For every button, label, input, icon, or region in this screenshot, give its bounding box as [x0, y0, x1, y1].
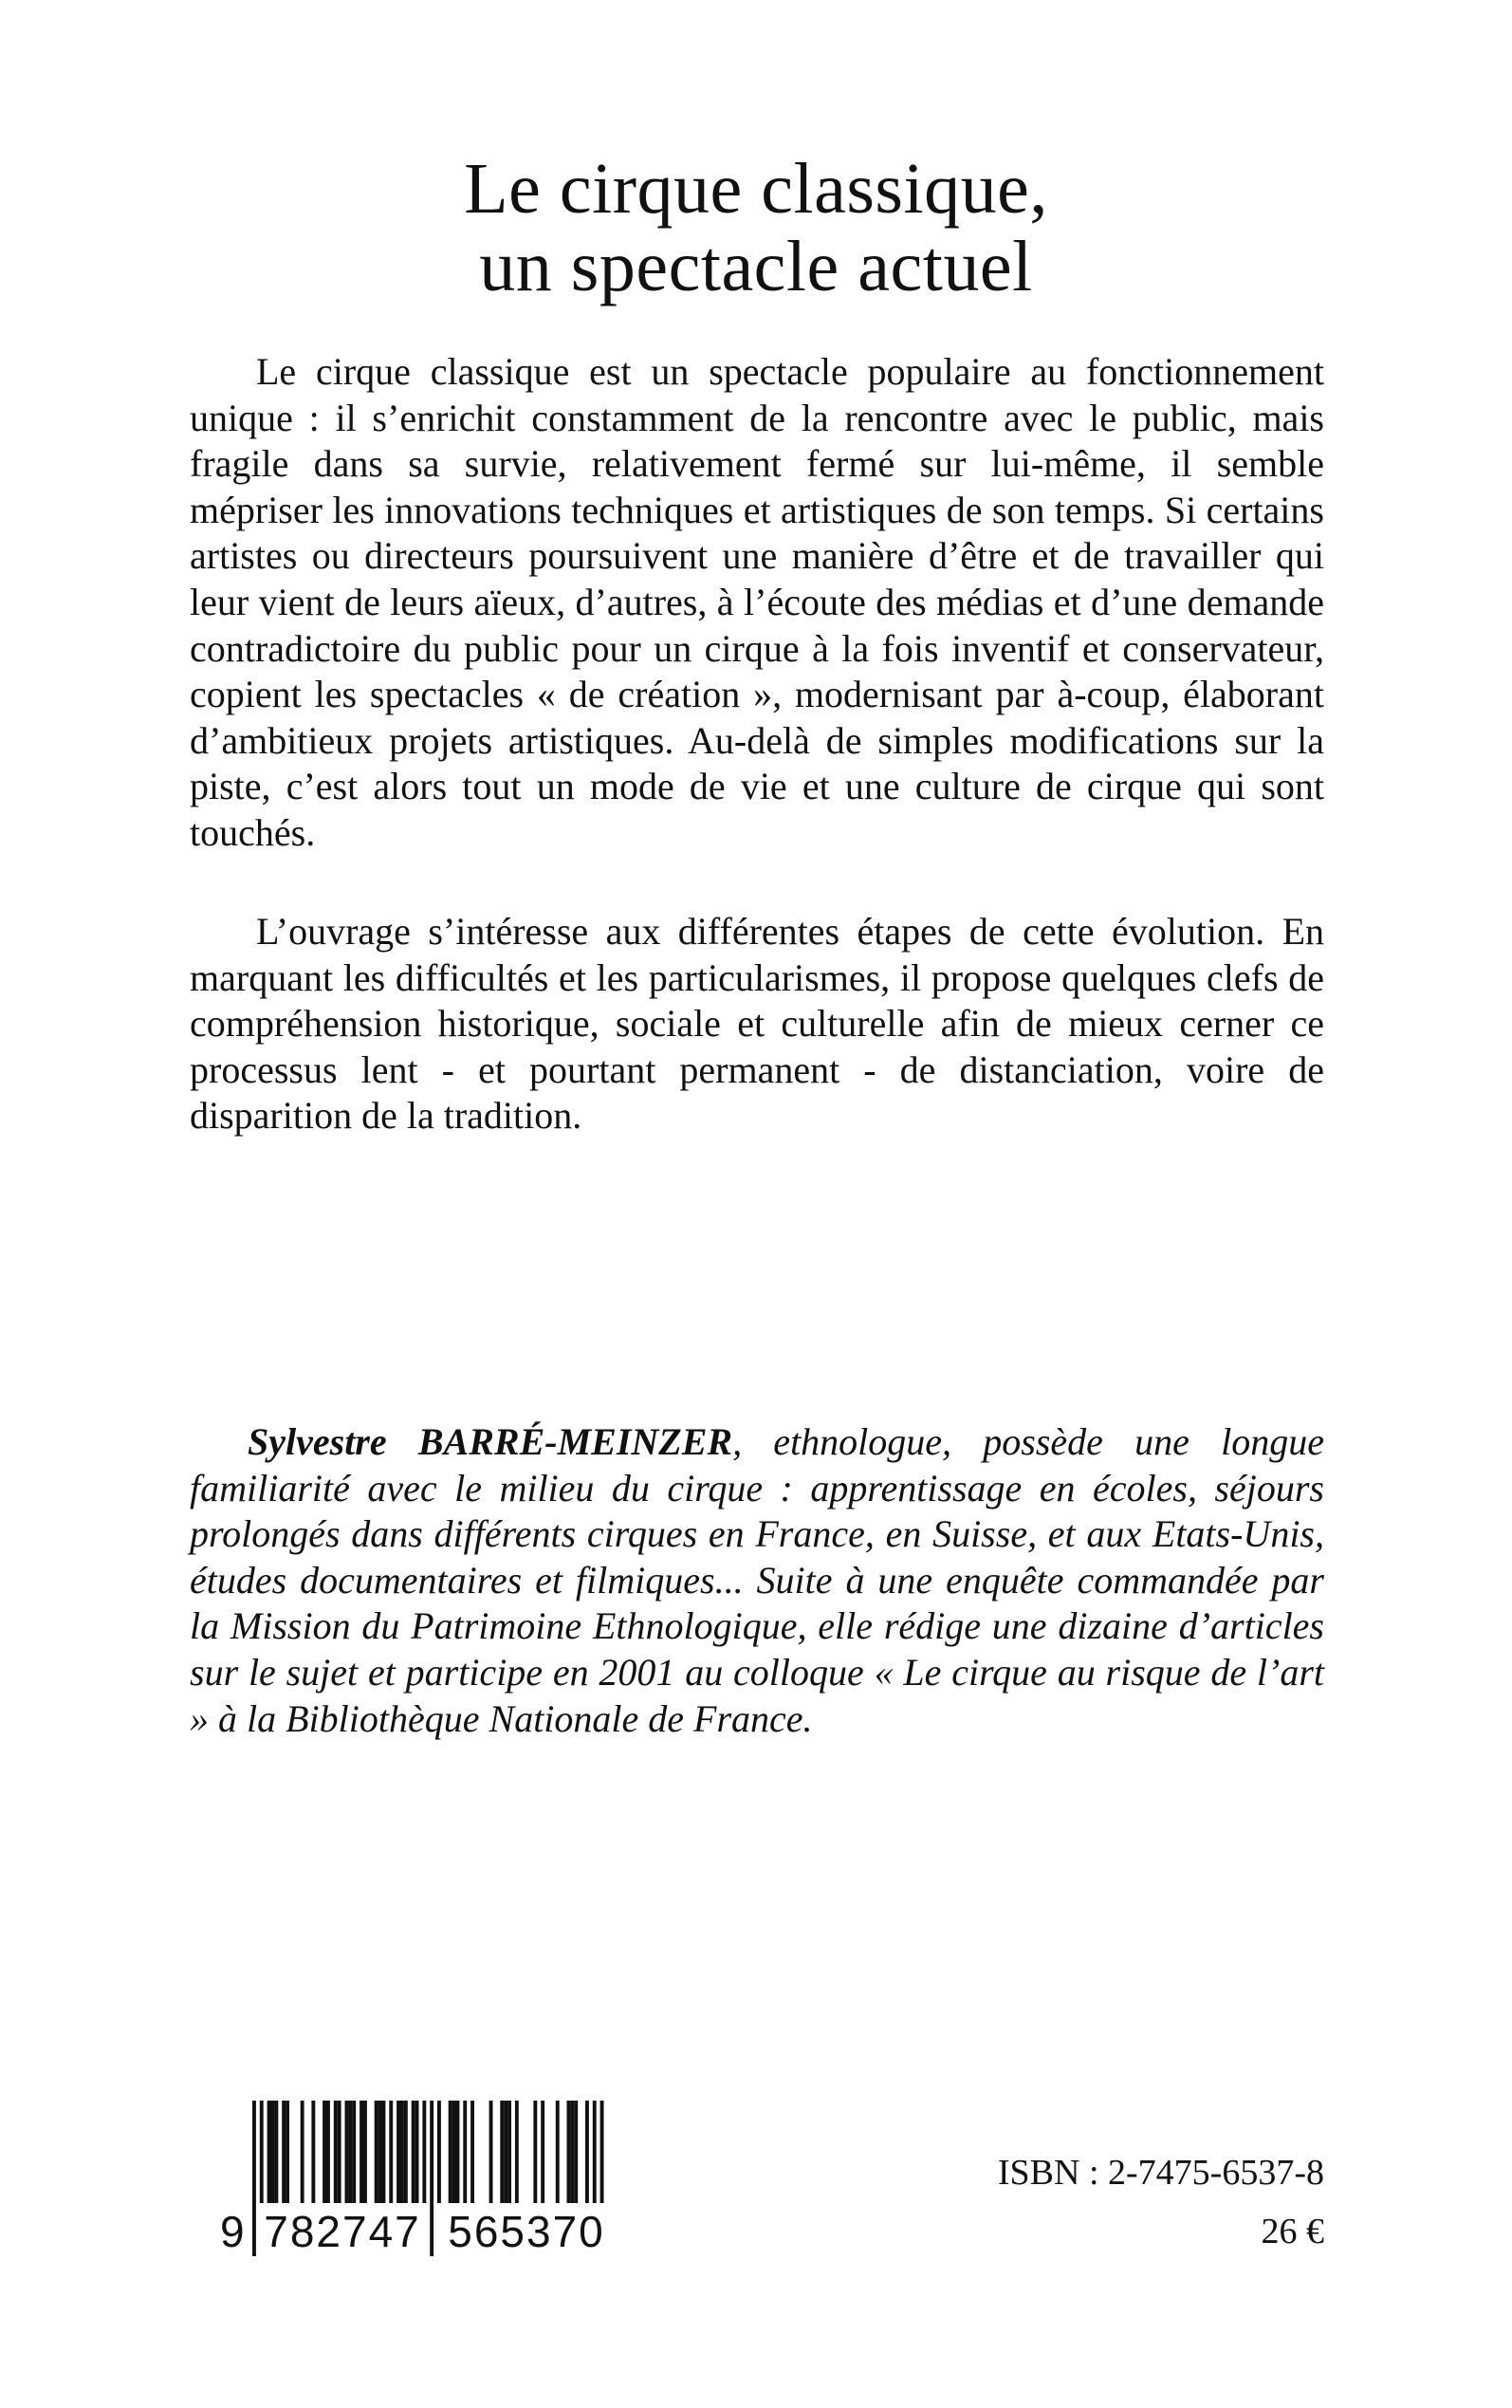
author-bio-text: , ethnologue, possède une longue familiarité avec le milieu du cirque : apprentissage en écoles, séjours prolongés dans différents cirques en France, en Suisse, et aux Etats-Unis, études documentaires et filmiques... Suite à une enquête commandée par la Mission du Patrimoine Ethnologique, elle rédige une dizaine d’articles sur le sujet et participe en 2001 au colloque « Le cirque au risque de l’art » à la Bibliothèque Nationale de France. — [190, 1420, 1324, 1740]
barcode-bar — [348, 2101, 352, 2203]
barcode-bar — [323, 2101, 326, 2203]
barcode-bar — [301, 2101, 304, 2203]
barcode-bar — [556, 2101, 560, 2203]
author-bio — [190, 1419, 1324, 1742]
barcode-bar — [267, 2101, 271, 2203]
barcode-bar — [470, 2101, 474, 2203]
barcode-bar — [585, 2101, 589, 2203]
barcode-bar — [326, 2101, 330, 2203]
barcode-bar — [541, 2101, 544, 2203]
barcode-bar — [567, 2101, 571, 2203]
barcode-bar — [345, 2101, 349, 2203]
title-line-1: Le cirque classique, — [464, 149, 1048, 229]
barcode-bar — [533, 2101, 537, 2203]
barcode-bar — [396, 2101, 400, 2203]
barcode-bar — [507, 2101, 511, 2203]
barcode-bar — [412, 2101, 415, 2203]
barcode-bar — [352, 2101, 356, 2203]
barcode-bar — [415, 2101, 419, 2203]
barcode-bar — [282, 2101, 286, 2203]
title-line-2: un spectacle actuel — [479, 227, 1033, 306]
barcode-bar — [570, 2101, 574, 2203]
barcode-bar — [515, 2101, 519, 2203]
description-paragraph-1: Le cirque classique est un spectacle populaire au fonctionnement unique : il s’enrichit constamment de la rencontre avec le public, mais fragile dans sa survie, relativement fermé sur lui-même, il semble mépriser les innovations techniques et artistiques de son temps. Si certains artistes ou directeurs poursuivent une manière d’être et de travailler qui leur vient de leurs aïeux, d’autres, à l’écoute des médias et d’une demande contradictoire du public pour un cirque à la fois inventif et conservateur, copient les spectacles « de création », modernisant par à-coup, élaborant d’ambitieux projets artistiques. Au-delà de simples modifications sur la piste, c’est alors tout un mode de vie et une culture de cirque qui sont touchés. — [190, 350, 1324, 854]
barcode-bar — [286, 2101, 289, 2203]
barcode-bar — [271, 2101, 275, 2203]
barcode-bar — [574, 2101, 578, 2203]
author-name: Sylvestre BARRÉ-MEINZER — [248, 1420, 733, 1463]
barcode-bar — [437, 2101, 441, 2203]
barcode-bar — [334, 2101, 338, 2203]
price-label: 26 € — [1261, 2212, 1324, 2251]
barcode-bar — [389, 2101, 393, 2203]
barcode-bar — [338, 2101, 341, 2203]
barcode-group-2: 565370 — [440, 2203, 613, 2260]
barcode-bar — [489, 2101, 493, 2203]
barcode-bar — [363, 2101, 367, 2203]
barcode-first-digit: 9 — [220, 2207, 245, 2256]
isbn-label: ISBN : 2-7475-6537-8 — [997, 2153, 1324, 2193]
barcode-bar — [274, 2101, 278, 2203]
description-paragraph-2: L’ouvrage s’intéresse aux différentes étapes de cette évolution. En marquant les difficultés et les particularismes, il propose quelques clefs de compréhension historique, sociale et culturelle afin de mieux cerner ce processus lent - et pourtant permanent - de distanciation, voire de disparition de la tradition. — [190, 910, 1324, 1138]
barcode-bar — [375, 2101, 378, 2203]
barcode-bar — [382, 2101, 386, 2203]
book-title — [0, 150, 1512, 306]
barcode-bar — [463, 2101, 467, 2203]
barcode-bar — [378, 2101, 382, 2203]
barcode-digits — [220, 2203, 622, 2260]
barcode-bar — [456, 2101, 460, 2203]
barcode-bar — [360, 2101, 363, 2203]
barcode-bar — [404, 2101, 408, 2203]
barcode-bar — [311, 2101, 315, 2203]
barcode-bar — [449, 2101, 452, 2203]
barcode-bar — [400, 2101, 404, 2203]
barcode-group-1: 782747 — [256, 2203, 429, 2260]
barcode-bar — [452, 2101, 456, 2203]
barcode-bar — [500, 2101, 504, 2203]
barcode-bar — [504, 2101, 507, 2203]
